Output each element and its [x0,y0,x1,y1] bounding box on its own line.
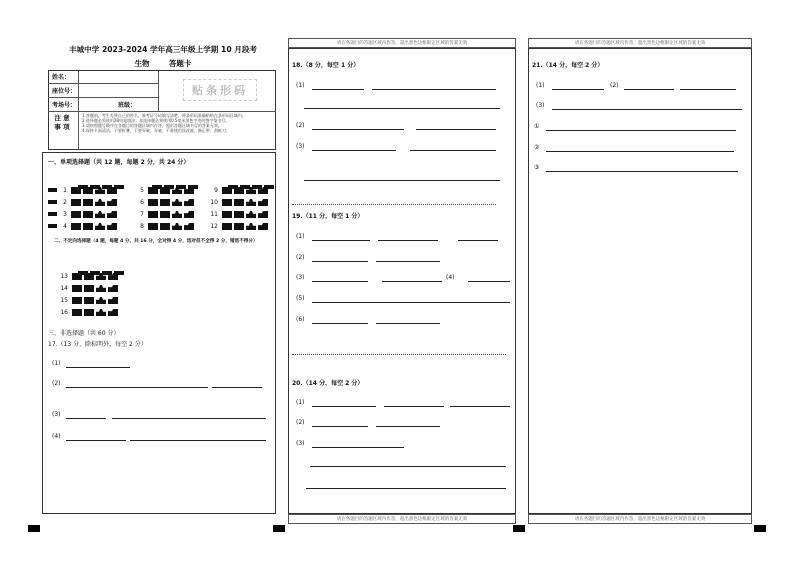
mc-question-row[interactable]: 12 [208,222,270,231]
option-b-bubble[interactable] [83,223,93,230]
option-c-bubble[interactable] [246,223,256,230]
q21-answer-line[interactable] [546,151,734,152]
subject-name: 生物 [134,59,150,68]
info-divider [48,111,276,112]
notice-divider [78,111,79,150]
option-a-bubble[interactable] [72,273,82,280]
q21-title: 21.（14 分，每空 2 分） [532,62,604,69]
mc-question-row[interactable]: 9 [208,186,270,195]
option-a-bubble[interactable] [71,199,81,206]
name-label: 姓名： [52,74,71,81]
q17-answer-line[interactable] [212,387,262,388]
section1-heading: 一、单项选择题（共 12 题，每题 2 分，共 24 分） [48,159,190,166]
option-a-bubble[interactable] [148,211,158,218]
q21-part1-label: (1) [536,82,545,89]
q20-answer-line[interactable] [450,406,510,407]
q21-part3-label: (3) [536,102,545,109]
q19-answer-line[interactable] [312,323,368,324]
q18-answer-line[interactable] [410,150,496,151]
option-a-bubble[interactable] [72,309,82,316]
subject-title [48,58,278,69]
section3-heading: 三、非选择题（共 60 分） [48,330,120,337]
info-divider [78,70,79,111]
option-a-bubble[interactable] [148,199,158,206]
option-a-bubble[interactable] [72,285,82,292]
option-d-bubble[interactable] [258,223,268,230]
mc-question-row[interactable]: 1 [48,186,119,195]
option-a-bubble[interactable] [71,187,81,194]
mc-question-row[interactable]: 14 [56,284,120,293]
q19-part1-label: (1) [296,233,305,240]
q17-answer-line[interactable] [66,440,126,441]
q19-part2-label: (2) [296,254,305,261]
barcode-label: 贴条形码 [183,79,257,101]
option-d-bubble[interactable] [108,309,118,316]
option-b-bubble[interactable] [160,187,170,194]
q20-answer-line[interactable] [312,447,404,448]
section2-heading: 二、不定向选择题（4 题，每题 4 分，共 16 分，全对得 4 分，选对但不全得 2 分，错选不得分） [54,239,258,244]
option-d-bubble[interactable] [184,211,194,218]
q19-answer-line[interactable] [458,240,498,241]
option-d-bubble[interactable] [107,223,117,230]
option-b-bubble[interactable] [234,223,244,230]
registration-mark [513,525,525,532]
option-c-bubble[interactable] [96,297,106,304]
option-b-bubble[interactable] [160,223,170,230]
q20-answer-line[interactable] [376,426,440,427]
q21-item1-label: ① [534,123,540,130]
option-b-bubble[interactable] [84,273,94,280]
option-c-bubble[interactable] [96,285,106,292]
q17-part1-label: (1) [52,360,61,367]
option-c-bubble[interactable] [95,223,105,230]
mc-question-row[interactable]: 10 [208,198,270,207]
option-c-bubble[interactable] [95,199,105,206]
option-c-bubble[interactable] [172,187,182,194]
q18-title: 18.（8 分，每空 1 分） [292,62,360,69]
q21-answer-line[interactable] [546,130,736,131]
q20-title: 20.（14 分，每空 2 分） [292,380,364,387]
option-a-bubble[interactable] [71,211,81,218]
q21-answer-line[interactable] [552,89,604,90]
option-a-bubble[interactable] [72,297,82,304]
option-b-bubble[interactable] [83,211,93,218]
seat-label: 座位号： [52,88,77,95]
option-c-bubble[interactable] [96,309,106,316]
q18-answer-line[interactable] [312,129,404,130]
q20-part3-label: (3) [296,440,305,447]
q17-answer-line[interactable] [112,418,266,419]
q17-answer-line[interactable] [130,440,266,441]
option-a-bubble[interactable] [222,211,232,218]
registration-mark [754,525,766,532]
registration-mark [28,525,40,532]
info-divider [158,70,159,111]
q19-answer-line[interactable] [312,240,370,241]
option-d-bubble[interactable] [108,285,118,292]
option-c-bubble[interactable] [246,211,256,218]
option-a-bubble[interactable] [71,223,81,230]
exam-room-label: 考场号： [52,102,77,109]
q19-answer-line[interactable] [468,281,510,282]
q17-part3-label: (3) [52,411,61,418]
option-c-bubble[interactable] [246,187,256,194]
option-b-bubble[interactable] [83,199,93,206]
registration-mark [273,525,285,532]
q19-answer-line[interactable] [312,302,510,303]
q19-answer-line[interactable] [376,261,440,262]
q18-answer-line[interactable] [372,89,496,90]
q20-part1-label: (1) [296,399,305,406]
q20-answer-line[interactable] [312,406,376,407]
q19-answer-line[interactable] [312,261,368,262]
q21-answer-line[interactable] [624,89,674,90]
mc-question-row[interactable]: 3 [48,210,119,219]
option-b-bubble[interactable] [84,297,94,304]
option-b-bubble[interactable] [234,187,244,194]
option-d-bubble[interactable] [108,297,118,304]
option-d-bubble[interactable] [258,199,268,206]
q21-answer-line[interactable] [552,109,742,110]
q21-part2-label: (2) [610,82,619,89]
q19-part6-label: (6) [296,316,305,323]
mc-question-row[interactable]: 2 [48,198,119,207]
option-c-bubble[interactable] [172,199,182,206]
q18-answer-line[interactable] [304,180,500,181]
top-warning-band: 请在各题目的答题区域内作答，超出黑色边框限定区域的答案无效 [288,38,516,48]
mc-question-row[interactable]: 13 [56,272,120,281]
q17-answer-line[interactable] [66,367,130,368]
q20-answer-line[interactable] [306,488,506,489]
q19-answer-line[interactable] [378,240,438,241]
q18-answer-line[interactable] [312,89,364,90]
class-label: 班级： [118,102,137,109]
school-title: 丰城中学 2023-2024 学年高三年级上学期 10 月段考 [68,45,258,54]
q21-answer-line[interactable] [680,89,736,90]
q20-part2-label: (2) [296,419,305,426]
mc-question-row[interactable]: 16 [56,308,120,317]
mc-question-row[interactable]: 11 [208,210,270,219]
q21-item3-label: ③ [534,164,540,171]
mc-question-row[interactable]: 4 [48,222,119,231]
option-a-bubble[interactable] [148,223,158,230]
info-divider [48,97,158,98]
q18-part1-label: (1) [296,82,305,89]
top-warning-band: 请在各题目的答题区域内作答，超出黑色边框限定区域的答案无效 [528,38,752,48]
mc-question-row[interactable]: 6 [136,198,196,207]
option-a-bubble[interactable] [222,187,232,194]
q20-answer-line[interactable] [312,426,368,427]
option-d-bubble[interactable] [107,187,117,194]
notice-text: 1.答题前，考生先将自己的姓名、准考证号码填写清楚，将条形码准确粘贴在条形码区域内。 2.选择题必须使用2B铅笔填涂；非选择题必须使用0.5毫米黑色字迹的签字笔书写。 3.请按照题号顺序在各题目的答题区域内作答，超出答题区域书写的答案无效。 4.保持卡面清洁，不要折叠、不要弄破、弄皱，不准使用涂改液、修正带、刮纸刀。 [82,113,246,133]
q17-title: 17.（13 分，除标明外，每空 2 分） [48,341,147,348]
q18-answer-line[interactable] [312,150,396,151]
section-separator [292,354,506,355]
mc-question-row[interactable]: 8 [136,222,196,231]
q18-answer-line[interactable] [416,129,496,130]
q19-answer-line[interactable] [312,281,368,282]
q19-answer-line[interactable] [382,281,442,282]
bottom-warning-band: 请在各题目的答题区域内作答，超出黑色边框限定区域的答案无效 [528,514,752,524]
option-d-bubble[interactable] [184,199,194,206]
option-b-bubble[interactable] [234,211,244,218]
bottom-warning-band: 请在各题目的答题区域内作答，超出黑色边框限定区域的答案无效 [288,514,516,524]
option-b-bubble[interactable] [160,211,170,218]
mc-question-row[interactable]: 7 [136,210,196,219]
q19-part4-label: (4) [446,274,455,281]
q19-part3-label: (3) [296,274,305,281]
option-b-bubble[interactable] [83,187,93,194]
option-c-bubble[interactable] [172,223,182,230]
option-d-bubble[interactable] [107,211,117,218]
barcode-area [170,74,270,106]
q17-answer-line[interactable] [66,418,106,419]
option-b-bubble[interactable] [84,285,94,292]
option-d-bubble[interactable] [258,187,268,194]
q19-title: 19.（11 分，每空 1 分） [292,213,364,220]
option-a-bubble[interactable] [222,199,232,206]
mc-question-row[interactable]: 15 [56,296,120,305]
option-d-bubble[interactable] [184,223,194,230]
option-d-bubble[interactable] [184,187,194,194]
q20-answer-line[interactable] [384,406,444,407]
q17-answer-line[interactable] [66,387,208,388]
q20-answer-line[interactable] [310,466,506,467]
notice-label: 注 意 事 项 [54,114,70,131]
option-c-bubble[interactable] [95,187,105,194]
option-c-bubble[interactable] [96,273,106,280]
option-b-bubble[interactable] [84,309,94,316]
q21-answer-line[interactable] [546,171,738,172]
option-d-bubble[interactable] [108,273,118,280]
q19-answer-line[interactable] [376,323,440,324]
option-c-bubble[interactable] [95,211,105,218]
option-b-bubble[interactable] [234,199,244,206]
q18-part2-label: (2) [296,122,305,129]
card-name: 答题卡 [168,59,192,68]
mc-question-row[interactable]: 5 [136,186,196,195]
right-answer-panel [528,48,752,514]
option-d-bubble[interactable] [107,199,117,206]
option-a-bubble[interactable] [148,187,158,194]
option-c-bubble[interactable] [246,199,256,206]
q18-part3-label: (3) [296,143,305,150]
q17-part2-label: (2) [52,380,61,387]
option-b-bubble[interactable] [160,199,170,206]
info-divider [48,83,158,84]
q19-part5-label: (5) [296,295,305,302]
option-c-bubble[interactable] [172,211,182,218]
q17-part4-label: (4) [52,433,61,440]
option-a-bubble[interactable] [222,223,232,230]
q18-answer-line[interactable] [304,108,500,109]
q21-item2-label: ② [534,144,540,151]
option-d-bubble[interactable] [258,211,268,218]
section-separator [292,204,496,205]
